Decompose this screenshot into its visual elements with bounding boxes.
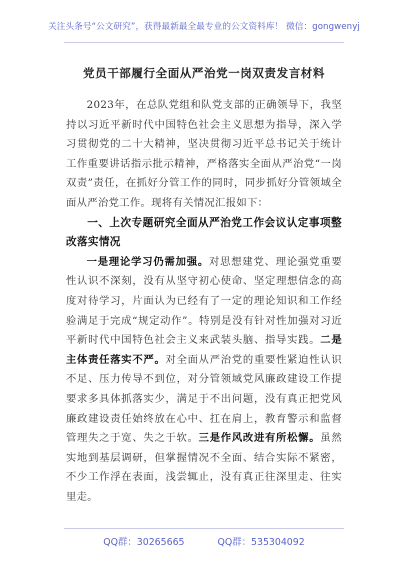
point1-text: 对思想建党、理论强党重要性认识不深刻，没有从坚守初心使命、坚定理想信念的高度对待学习，片面认为已经有了一定的理论知识和工作经验满足于完成“规定动作”。特别是没有针对性加强对习近平新时代中国特色社会主义来武装头脑、指导实践。	[66, 255, 342, 347]
point2-text: 对全面从严治党的重要性紧迫性认识不足、压力传导不到位，对分管领域党风廉政建设工作提要求多具体抓落实少，满足于不出问题，没有真正把党风廉政建设责任始终放在心中、扛在肩上，教育警示和监督管理失之于宽、失之于软。	[66, 353, 342, 445]
footer-qq-group-1: QQ群：30265665	[103, 537, 185, 548]
section-paragraph	[66, 253, 342, 508]
document-title: 党员干部履行全面从严治党一岗双责发言材料	[83, 66, 325, 80]
document-body	[66, 96, 342, 507]
footer-divider	[64, 528, 344, 529]
point1-lead: 一是理论学习仍需加强。	[86, 255, 209, 268]
header-divider	[64, 42, 344, 43]
footer	[0, 534, 408, 548]
header-banner: 关注头条号“公文研究”，获得最新最全最专业的公文资料库！ 微信：gongwenyj	[48, 22, 360, 32]
section-heading: 一、上次专题研究全面从严治党工作会议认定事项整改落实情况	[66, 216, 342, 249]
point3-lead: 三是作风改进有所松懈。	[198, 432, 321, 445]
point3-text: 虽然实地到基层调研，但掌握情况不全面、结合实际不紧密，不少工作浮在表面，浅尝辄止，没有真正往深里走、往实里走。	[66, 432, 342, 503]
footer-qq-group-2: QQ群：535304092	[217, 537, 305, 548]
intro-paragraph: 2023年，在总队党组和队党支部的正确领导下，我坚持以习近平新时代中国特色社会主义思想为指导，深入学习贯彻党的二十大精神，坚决贯彻习近平总书记关于统计工作重要讲话指示批示精神，严格落实全面从严治党“一岗双责”责任，在抓好分管工作的同时，同步抓好分管领域全面从严治党工作。现将有关情况汇报如下：	[66, 99, 342, 209]
point2-lead: 二是主体责任落实不严。	[66, 334, 342, 366]
